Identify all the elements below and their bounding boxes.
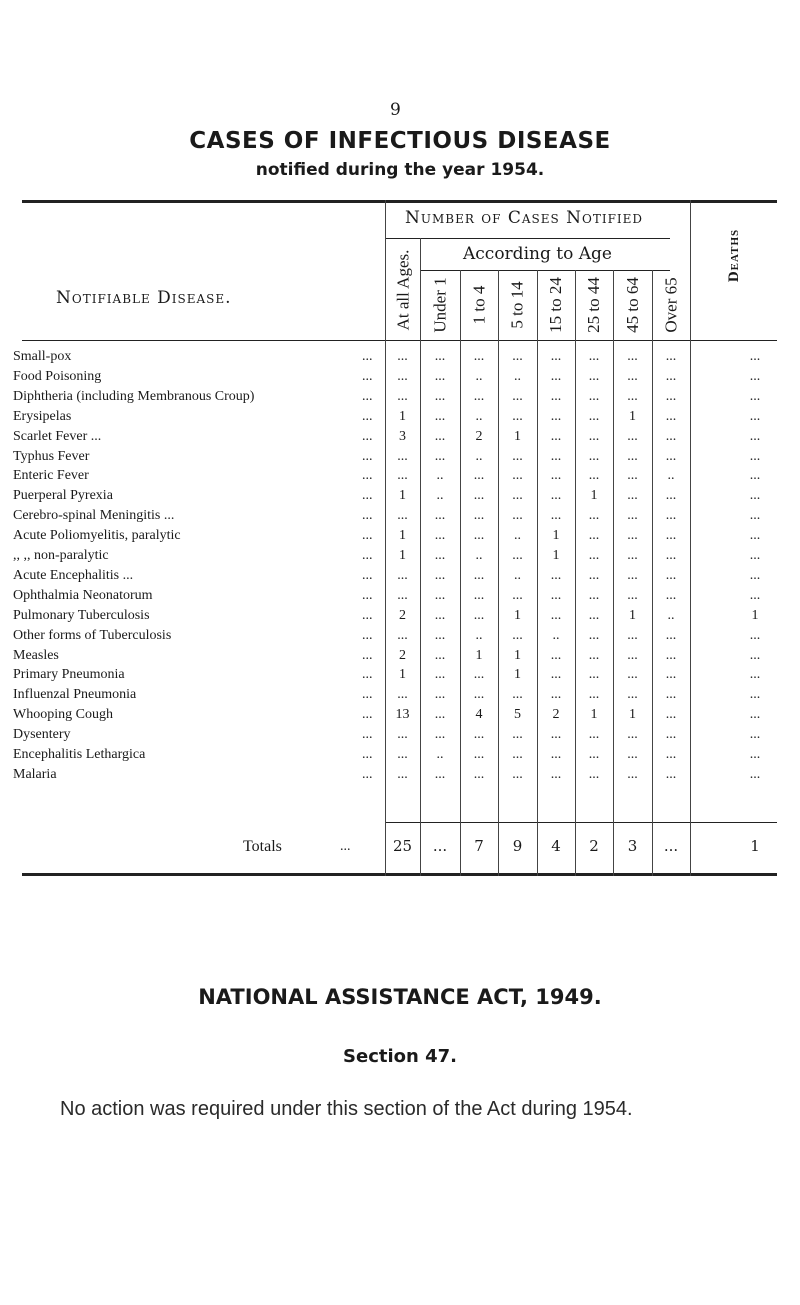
- table-cell: ...: [588, 727, 600, 743]
- deaths-header: Deaths: [725, 228, 742, 282]
- page-subtitle: notified during the year 1954.: [255, 160, 545, 180]
- table-cell: ...: [434, 587, 446, 603]
- table-cell: ...: [473, 727, 485, 743]
- table-cell: ...: [434, 368, 446, 384]
- table-row: [0, 408, 800, 425]
- table-row: [0, 746, 800, 763]
- table-cell: ..: [475, 627, 483, 643]
- table-row: [0, 567, 800, 584]
- table-cell: ...: [588, 747, 600, 762]
- table-cell: ...: [749, 727, 761, 743]
- table-row: [0, 647, 800, 664]
- disease-name: Malaria: [13, 766, 57, 782]
- table-cell: 1: [552, 548, 560, 563]
- table-cell: ..: [475, 448, 483, 464]
- totals-top-rule: [385, 822, 777, 823]
- table-cell: ..: [514, 567, 521, 583]
- table-cell: 1: [514, 647, 521, 663]
- disease-name: ,, ,, non-paralytic: [13, 548, 109, 563]
- total-cell: 3: [627, 837, 638, 855]
- table-cell: ..: [436, 488, 444, 504]
- disease-name: Measles: [13, 647, 59, 663]
- table-cell: ...: [397, 349, 408, 364]
- table-top-rule: [22, 200, 777, 203]
- table-cell: ...: [434, 707, 446, 723]
- table-cell: ...: [434, 647, 446, 663]
- table-cell: ...: [434, 687, 446, 703]
- table-cell: 1: [399, 488, 406, 504]
- table-cell: ...: [397, 567, 408, 583]
- table-cell: ...: [627, 766, 638, 782]
- row-leader: ...: [362, 667, 373, 683]
- disease-name: Diphtheria (including Membranous Croup): [13, 388, 255, 404]
- table-cell: ...: [550, 687, 562, 703]
- table-cell: 2: [552, 707, 560, 723]
- row-leader: ...: [362, 448, 373, 464]
- age-header-1: Under 1: [430, 277, 450, 333]
- table-cell: ...: [434, 548, 446, 563]
- row-leader: ...: [362, 388, 373, 404]
- row-leader: ...: [362, 508, 373, 524]
- page-title: CASES OF INFECTIOUS DISEASE: [189, 128, 611, 154]
- table-cell: ...: [627, 587, 638, 603]
- table-cell: ...: [434, 607, 446, 623]
- table-cell: ...: [588, 388, 600, 404]
- table-cell: ...: [473, 766, 485, 782]
- according-to-age-header: According to Age: [463, 244, 612, 264]
- table-cell: ...: [627, 567, 638, 583]
- disease-name: Whooping Cough: [13, 707, 113, 723]
- table-cell: 1: [751, 607, 759, 623]
- table-cell: ...: [588, 607, 600, 623]
- table-row: [0, 726, 800, 743]
- table-cell: ...: [434, 727, 446, 743]
- table-cell: ...: [665, 548, 677, 563]
- table-cell: ...: [749, 548, 761, 563]
- disease-name: Dysentery: [13, 727, 71, 743]
- table-cell: ...: [550, 727, 562, 743]
- table-cell: ...: [588, 766, 600, 782]
- section-text: No action was required under this section of the Act during 1954.: [60, 1098, 633, 1120]
- totals-label: Totals: [243, 838, 282, 855]
- table-cell: 1: [514, 607, 521, 623]
- table-row: [0, 686, 800, 703]
- row-leader: ...: [362, 368, 373, 384]
- table-cell: ...: [512, 727, 523, 743]
- table-cell: ...: [550, 766, 562, 782]
- table-row: [0, 448, 800, 465]
- table-cell: ...: [434, 627, 446, 643]
- table-cell: 4: [475, 707, 483, 723]
- table-cell: ...: [665, 647, 677, 663]
- table-cell: ...: [627, 468, 638, 484]
- number-of-cases-header: Number of Cases Notified: [405, 208, 644, 228]
- table-cell: ...: [512, 508, 523, 524]
- disease-name: Food Poisoning: [13, 368, 102, 384]
- table-cell: 1: [590, 707, 598, 723]
- table-cell: 1: [552, 528, 560, 544]
- total-cell: ...: [663, 837, 679, 855]
- table-cell: ...: [512, 627, 523, 643]
- table-cell: ...: [749, 707, 761, 723]
- table-cell: ...: [434, 349, 446, 364]
- table-row: [0, 388, 800, 405]
- table-cell: ...: [397, 627, 408, 643]
- table-cell: ...: [512, 388, 523, 404]
- table-cell: ...: [473, 687, 485, 703]
- table-row: [0, 487, 800, 504]
- table-cell: ...: [665, 488, 677, 504]
- table-cell: 1: [629, 707, 636, 723]
- table-cell: ...: [665, 508, 677, 524]
- table-row: [0, 467, 800, 484]
- disease-name: Scarlet Fever ...: [13, 428, 102, 444]
- table-cell: ...: [588, 667, 600, 683]
- table-cell: ...: [665, 707, 677, 723]
- table-cell: ...: [473, 488, 485, 504]
- age-header-3: 5 to 14: [507, 281, 527, 329]
- table-cell: ...: [473, 567, 485, 583]
- table-row: [0, 706, 800, 723]
- table-cell: ...: [512, 408, 523, 424]
- table-cell: ...: [473, 587, 485, 603]
- row-leader: ...: [362, 687, 373, 703]
- table-cell: ...: [749, 587, 761, 603]
- table-cell: ...: [397, 368, 408, 384]
- row-leader: ...: [362, 349, 373, 364]
- age-header-4: 15 to 24: [545, 277, 565, 333]
- table-cell: ...: [749, 508, 761, 524]
- table-cell: ...: [512, 468, 523, 484]
- table-cell: ..: [475, 548, 483, 563]
- table-cell: ...: [665, 567, 677, 583]
- table-cell: 1: [514, 667, 521, 683]
- row-leader: ...: [362, 528, 373, 544]
- table-cell: ...: [473, 349, 485, 364]
- table-cell: 5: [514, 707, 521, 723]
- table-cell: ...: [627, 388, 638, 404]
- table-cell: ..: [667, 468, 675, 484]
- table-cell: ...: [434, 567, 446, 583]
- disease-column-header: Notifiable Disease.: [56, 288, 232, 308]
- table-row: [0, 627, 800, 644]
- table-cell: ...: [473, 528, 485, 544]
- table-cell: ...: [397, 587, 408, 603]
- total-cell: ...: [432, 837, 448, 855]
- table-cell: ...: [473, 747, 485, 762]
- table-cell: ...: [665, 747, 677, 762]
- total-cell: 7: [474, 837, 484, 855]
- table-cell: ...: [550, 747, 562, 762]
- table-cell: ...: [588, 548, 600, 563]
- table-cell: ..: [514, 528, 521, 544]
- table-cell: ...: [588, 687, 600, 703]
- table-cell: ...: [627, 428, 638, 444]
- age-header-7: Over 65: [661, 277, 681, 333]
- disease-name: Acute Poliomyelitis, paralytic: [13, 528, 181, 544]
- table-cell: ...: [434, 448, 446, 464]
- table-cell: ...: [627, 627, 638, 643]
- table-cell: ...: [749, 766, 761, 782]
- table-cell: ...: [665, 727, 677, 743]
- table-cell: 2: [399, 607, 406, 623]
- table-cell: ...: [665, 388, 677, 404]
- table-cell: ...: [627, 667, 638, 683]
- table-cell: ...: [550, 468, 562, 484]
- age-header-5: 25 to 44: [583, 277, 603, 333]
- table-cell: ...: [397, 747, 408, 762]
- table-cell: ...: [665, 587, 677, 603]
- section-subtitle: Section 47.: [343, 1046, 457, 1067]
- table-cell: ..: [552, 627, 560, 643]
- disease-name: Encephalitis Lethargica: [13, 747, 146, 762]
- header-bottom-rule: [22, 340, 777, 341]
- table-cell: 1: [399, 667, 406, 683]
- table-cell: ...: [512, 448, 523, 464]
- table-cell: 1: [629, 408, 636, 424]
- table-cell: ...: [473, 607, 485, 623]
- table-cell: ...: [473, 508, 485, 524]
- row-leader: ...: [362, 488, 373, 504]
- row-leader: ...: [362, 468, 373, 484]
- table-cell: 3: [399, 428, 406, 444]
- table-cell: ...: [588, 508, 600, 524]
- total-cell: 2: [589, 837, 599, 855]
- table-cell: ...: [627, 687, 638, 703]
- table-row: [0, 348, 800, 365]
- disease-name: Primary Pneumonia: [13, 667, 125, 683]
- table-cell: ...: [665, 687, 677, 703]
- table-cell: ...: [749, 388, 761, 404]
- table-cell: 1: [590, 488, 598, 504]
- page-number: 9: [390, 100, 401, 120]
- table-cell: ...: [749, 528, 761, 544]
- row-leader: ...: [362, 747, 373, 762]
- table-cell: ..: [475, 368, 483, 384]
- table-cell: ...: [588, 647, 600, 663]
- age-header-rule: [420, 270, 670, 271]
- table-cell: ...: [512, 488, 523, 504]
- table-cell: ...: [588, 428, 600, 444]
- table-cell: ...: [434, 528, 446, 544]
- table-cell: ...: [749, 349, 761, 364]
- table-cell: 1: [629, 607, 636, 623]
- table-cell: ...: [512, 687, 523, 703]
- row-leader: ...: [362, 727, 373, 743]
- disease-name: Small-pox: [13, 349, 72, 364]
- table-cell: ...: [588, 627, 600, 643]
- table-cell: ...: [397, 468, 408, 484]
- table-cell: ...: [749, 667, 761, 683]
- table-cell: 1: [475, 647, 483, 663]
- table-cell: ...: [627, 488, 638, 504]
- table-row: [0, 428, 800, 445]
- table-cell: ...: [588, 368, 600, 384]
- table-cell: ...: [627, 448, 638, 464]
- table-cell: ...: [749, 627, 761, 643]
- table-cell: ...: [665, 408, 677, 424]
- table-row: [0, 527, 800, 544]
- table-row: [0, 507, 800, 524]
- table-cell: ...: [749, 368, 761, 384]
- table-cell: ...: [665, 368, 677, 384]
- disease-name: Puerperal Pyrexia: [13, 488, 113, 504]
- table-cell: ...: [550, 488, 562, 504]
- table-cell: ...: [749, 408, 761, 424]
- table-cell: ...: [434, 508, 446, 524]
- table-row: [0, 666, 800, 683]
- table-cell: ...: [473, 388, 485, 404]
- row-leader: ...: [362, 607, 373, 623]
- table-cell: ...: [397, 727, 408, 743]
- table-row: [0, 587, 800, 604]
- table-cell: ..: [436, 468, 444, 484]
- table-cell: ...: [588, 448, 600, 464]
- age-header-6: 45 to 64: [622, 277, 642, 333]
- table-cell: ...: [550, 448, 562, 464]
- row-leader: ...: [362, 647, 373, 663]
- table-cell: ...: [665, 528, 677, 544]
- table-cell: ...: [627, 368, 638, 384]
- table-cell: ...: [749, 468, 761, 484]
- disease-name: Enteric Fever: [13, 468, 89, 484]
- table-cell: 2: [399, 647, 406, 663]
- table-cell: ...: [550, 607, 562, 623]
- table-cell: ...: [588, 587, 600, 603]
- table-cell: ...: [749, 567, 761, 583]
- table-cell: ...: [665, 667, 677, 683]
- table-cell: ...: [550, 368, 562, 384]
- row-leader: ...: [362, 587, 373, 603]
- table-cell: ...: [588, 567, 600, 583]
- table-cell: ...: [397, 687, 408, 703]
- table-cell: ...: [665, 349, 677, 364]
- table-cell: ...: [397, 766, 408, 782]
- disease-name: Acute Encephalitis ...: [13, 567, 134, 583]
- table-cell: ...: [512, 587, 523, 603]
- table-cell: ...: [627, 508, 638, 524]
- table-cell: ...: [434, 408, 446, 424]
- table-cell: ...: [512, 766, 523, 782]
- table-cell: 1: [399, 528, 406, 544]
- table-cell: ...: [665, 428, 677, 444]
- table-cell: 1: [514, 428, 521, 444]
- table-cell: ...: [434, 428, 446, 444]
- table-cell: ...: [627, 528, 638, 544]
- disease-name: Other forms of Tuberculosis: [13, 627, 172, 643]
- table-cell: ...: [665, 766, 677, 782]
- table-cell: ...: [749, 687, 761, 703]
- table-cell: ...: [665, 627, 677, 643]
- total-cell: 25: [392, 837, 413, 855]
- table-cell: ...: [749, 488, 761, 504]
- row-leader: ...: [362, 627, 373, 643]
- table-cell: ..: [436, 747, 444, 762]
- table-cell: ...: [473, 667, 485, 683]
- total-cell: 4: [551, 837, 561, 855]
- table-cell: ..: [514, 368, 521, 384]
- table-cell: ...: [749, 448, 761, 464]
- row-leader: ...: [362, 707, 373, 723]
- row-leader: ...: [362, 766, 373, 782]
- section-title: NATIONAL ASSISTANCE ACT, 1949.: [198, 985, 602, 1009]
- disease-name: Influenzal Pneumonia: [13, 687, 137, 703]
- disease-name: Erysipelas: [13, 408, 72, 424]
- row-leader: ...: [362, 548, 373, 563]
- table-cell: 2: [475, 428, 483, 444]
- table-cell: ...: [397, 448, 408, 464]
- row-leader: ...: [362, 428, 373, 444]
- table-cell: ...: [627, 349, 638, 364]
- disease-name: Typhus Fever: [13, 448, 90, 464]
- table-cell: ...: [627, 747, 638, 762]
- table-cell: ..: [667, 607, 675, 623]
- table-row: [0, 766, 800, 783]
- table-cell: ...: [550, 667, 562, 683]
- table-cell: ...: [512, 747, 523, 762]
- table-cell: ...: [588, 528, 600, 544]
- total-cell: 1: [750, 837, 760, 855]
- table-cell: ...: [749, 747, 761, 762]
- table-cell: 1: [399, 408, 406, 424]
- table-row: [0, 607, 800, 624]
- table-cell: ...: [665, 448, 677, 464]
- table-cell: ...: [512, 548, 523, 563]
- table-cell: ...: [588, 349, 600, 364]
- disease-name: Ophthalmia Neonatorum: [13, 587, 153, 603]
- table-cell: 1: [399, 548, 406, 563]
- table-cell: ...: [588, 468, 600, 484]
- table-cell: ...: [588, 408, 600, 424]
- table-cell: ...: [550, 508, 562, 524]
- age-header-2: 1 to 4: [468, 285, 488, 325]
- table-cell: ...: [473, 468, 485, 484]
- table-cell: ...: [749, 647, 761, 663]
- table-cell: ...: [434, 766, 446, 782]
- table-cell: ...: [512, 349, 523, 364]
- table-cell: ...: [550, 428, 562, 444]
- table-cell: ...: [550, 587, 562, 603]
- table-cell: 13: [395, 707, 410, 723]
- all-ages-header: At all Ages.: [392, 249, 412, 331]
- table-bottom-rule: [22, 873, 777, 876]
- row-leader: ...: [362, 408, 373, 424]
- disease-name: Pulmonary Tuberculosis: [13, 607, 150, 623]
- table-cell: ...: [397, 508, 408, 524]
- table-cell: ...: [550, 647, 562, 663]
- table-cell: ...: [627, 727, 638, 743]
- table-cell: ...: [434, 667, 446, 683]
- total-cell: 9: [512, 837, 523, 855]
- table-cell: ...: [550, 567, 562, 583]
- table-cell: ...: [550, 408, 562, 424]
- table-cell: ..: [475, 408, 483, 424]
- row-leader: ...: [362, 567, 373, 583]
- table-cell: ...: [550, 349, 562, 364]
- group-header-rule: [385, 238, 670, 239]
- table-cell: ...: [627, 647, 638, 663]
- table-cell: ...: [550, 388, 562, 404]
- table-cell: ...: [627, 548, 638, 563]
- table-row: [0, 368, 800, 385]
- disease-name: Cerebro-spinal Meningitis ...: [13, 508, 175, 524]
- totals-leader: ...: [340, 839, 351, 854]
- table-cell: ...: [397, 388, 408, 404]
- table-row: [0, 547, 800, 564]
- table-cell: ...: [749, 428, 761, 444]
- table-cell: ...: [434, 388, 446, 404]
